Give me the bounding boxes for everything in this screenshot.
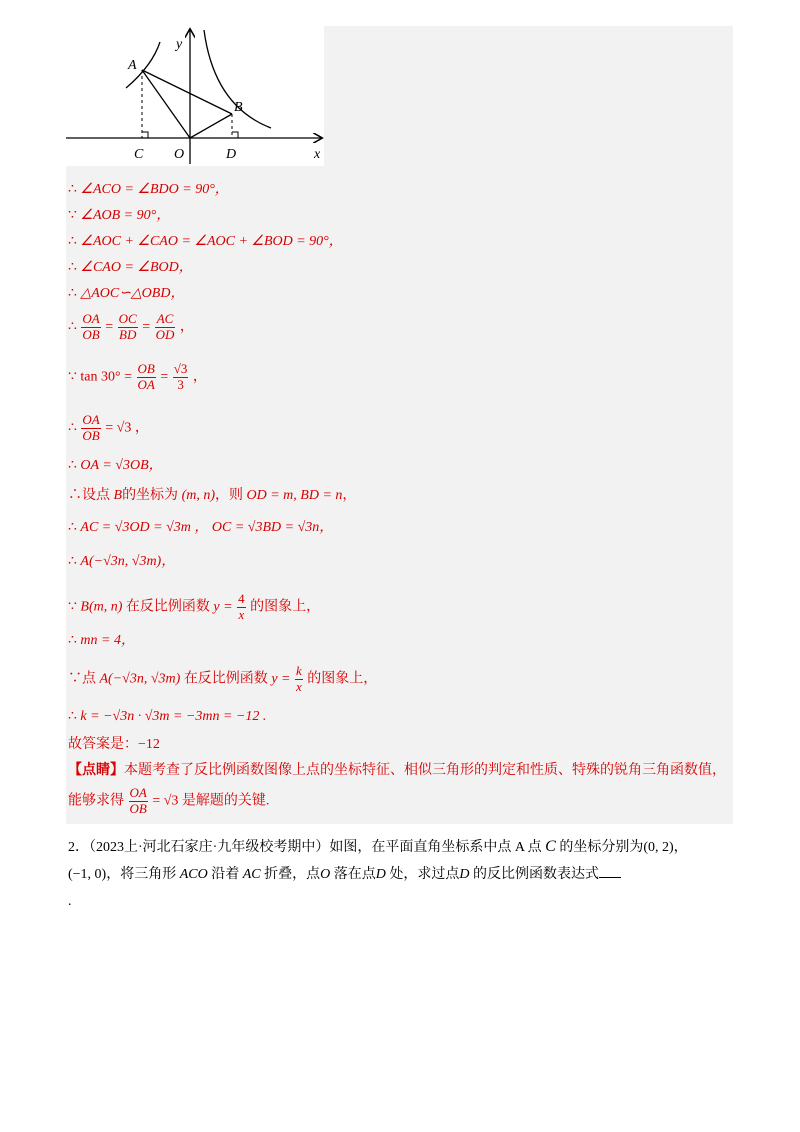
step-11: ∴ AC = √3OD = √3m ， OC = √3BD = √3n， [68, 520, 334, 535]
fraction: $\frac{k}{x}$ [295, 663, 302, 694]
fraction: $\frac{OB}{OA}$ [137, 361, 155, 392]
step-10: ∴设点 B的坐标为 (m, n)，则 OD = m, BD = n， [68, 488, 357, 503]
step-2: ∵ ∠AOB = 90°， [68, 208, 171, 223]
figure-svg [66, 26, 324, 166]
right-angle-d [232, 132, 238, 138]
label-o: O [174, 147, 185, 162]
segment-ab [142, 70, 232, 114]
fraction: $\frac{√3}{3}$ [173, 361, 188, 392]
label-x: x [314, 147, 321, 162]
step-5: ∴ △AOC∽△OBD， [68, 286, 185, 301]
step-4: ∴ ∠CAO = ∠BOD， [68, 260, 193, 275]
answer-line: 故答案是：−12 [68, 737, 160, 752]
comment-block [68, 760, 728, 817]
fraction: $\frac{4}{x}$ [238, 591, 245, 622]
step-8: ∴ $\frac{OA}{OB}$ = √3 ， [68, 412, 149, 443]
problem-2 [68, 832, 738, 916]
comment-line-2: 能够求得 $\frac{OA}{OB}$ = √3 是解题的关键. [68, 785, 270, 817]
comment-line-1: 【点睛】本题考查了反比例函数图像上点的坐标特征、相似三角形的判定和性质、特殊的锐角三角函数值， [68, 763, 726, 778]
fraction: $\frac{OA}{OB}$ [82, 412, 100, 443]
label-c: C [134, 147, 144, 162]
fraction: $\frac{OA}{OB}$ [82, 311, 100, 342]
fraction: $\frac{OA}{OB}$ [129, 785, 147, 817]
coordinate-figure [66, 26, 324, 166]
segment-ob [190, 114, 232, 138]
problem-line-3: . [68, 893, 72, 909]
label-a: A [128, 58, 137, 73]
step-1: ∴ ∠ACO = ∠BDO = 90°， [68, 182, 229, 197]
problem-line-1: 2．（2023上·河北石家庄·九年级校考期中）如图，在平面直角坐标系中点 A 点 C 的坐标分别为(0, 2)， [68, 838, 688, 855]
step-7-tan: ∵ tan 30° = $\frac{OB}{OA}$ = $\frac{√3}{3}$ ， [68, 361, 207, 392]
label-d: D [226, 147, 237, 162]
step-9: ∴ OA = √3OB， [68, 458, 163, 473]
step-16: ∴ k = −√3n · √3m = −3mn = −12 . [68, 709, 267, 724]
label-b: B [234, 100, 243, 115]
right-angle-c [142, 132, 148, 138]
answer-blank[interactable] [599, 865, 621, 878]
label-y: y [176, 37, 183, 52]
step-14: ∴ mn = 4， [68, 633, 135, 648]
problem-line-2: (−1, 0)，将三角形 ACO 沿着 AC 折叠，点O 落在点D 处，求过点D 的反比例函数表达式 [68, 862, 738, 889]
fraction: $\frac{AC}{OD}$ [155, 311, 175, 342]
step-3: ∴ ∠AOC + ∠CAO = ∠AOC + ∠BOD = 90°， [68, 234, 343, 249]
step-13: ∵ B(m, n) 在反比例函数 y = $\frac{4}{x}$ 的图象上， [68, 591, 321, 622]
segment-ao [142, 70, 190, 138]
step-15: ∵点 A(−√3n, √3m) 在反比例函数 y = $\frac{k}{x}$ 的图象上， [68, 663, 378, 694]
fraction: $\frac{OC}{BD}$ [118, 311, 137, 342]
step-12: ∴ A(−√3n, √3m)， [68, 554, 176, 569]
step-6-ratio: ∴ $\frac{OA}{OB}$ = $\frac{OC}{BD}$ = $\frac{AC}{OD}$ ， [68, 311, 194, 342]
